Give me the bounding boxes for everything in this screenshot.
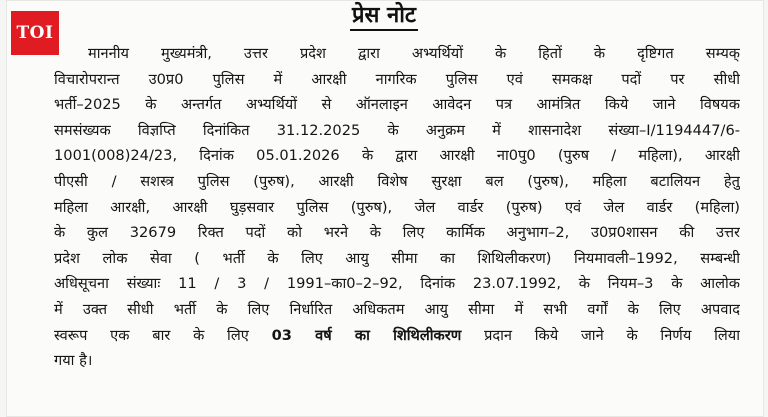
body-line-2: विचारोपरान्त उ0प्र0 पुलिस में आरक्षी नागरिक पुलिस एवं समकक्ष पदों पर सीधी xyxy=(54,70,740,88)
body-line-12-post: प्रदान किये जाने के निर्णय लिया xyxy=(484,326,740,344)
body-line-9: प्रदेश लोक सेवा ( भर्ती के लिए आयु सीमा का शिथिलीकरण) नियमावली–1992, सम्बन्धी xyxy=(54,249,740,267)
body-line-4: समसंख्यक विज्ञप्ति दिनांकित 31.12.2025 के अनुक्रम में शासनादेश संख्या–I/1194447/6- xyxy=(54,121,740,139)
body-line-12-pre: स्वरूप एक बार के लिए xyxy=(54,326,249,344)
age-relaxation-highlight: 03 वर्ष का शिथिलीकरण xyxy=(271,326,462,344)
body-line-8: के कुल 32679 रिक्त पदों को भरने के लिए कार्मिक अनुभाग–2, उ0प्र0शासन की उत्तर xyxy=(54,224,740,242)
body-line-1: माननीय मुख्यमंत्री, उत्तर प्रदेश द्वारा अभ्यर्थियों के हितों के दृष्टिगत सम्यक् xyxy=(88,45,740,62)
press-note-body xyxy=(54,41,740,374)
press-note-title-text: प्रेस नोट xyxy=(350,2,418,31)
body-line-5: 1001(008)24/23, दिनांक 05.01.2026 के द्वारा आरक्षी ना0पु0 (पुरुष / महिला), आरक्षी xyxy=(54,147,740,165)
body-line-12 xyxy=(54,323,740,349)
body-line-10: अधिसूचना संख्याः 11 / 3 / 1991–का0–2–92, दिनांक 23.07.1992, के नियम–3 के आलोक xyxy=(54,275,740,293)
body-line-13: गया है। xyxy=(54,352,93,370)
body-line-6: पीएसी / सशस्त्र पुलिस (पुरुष), आरक्षी विशेष सुरक्षा बल (पुरुष), महिला बटालियन हेतु xyxy=(54,172,740,190)
body-line-11: में उक्त सीधी भर्ती के लिए निर्धारित अधिकतम आयु सीमा में सभी वर्गों के लिए अपवाद xyxy=(54,300,740,318)
body-line-7: महिला आरक्षी, आरक्षी घुड़सवार पुलिस (पुरुष), जेल वार्डर (पुरुष) एवं जेल वार्डर (महिला) xyxy=(54,198,740,216)
body-line-3: भर्ती–2025 के अन्तर्गत अभ्यर्थियों से ऑनलाइन आवेदन पत्र आमंत्रित किये जाने विषयक xyxy=(54,96,740,114)
toi-logo-text: TOI xyxy=(16,23,54,43)
press-note-title xyxy=(0,2,768,31)
